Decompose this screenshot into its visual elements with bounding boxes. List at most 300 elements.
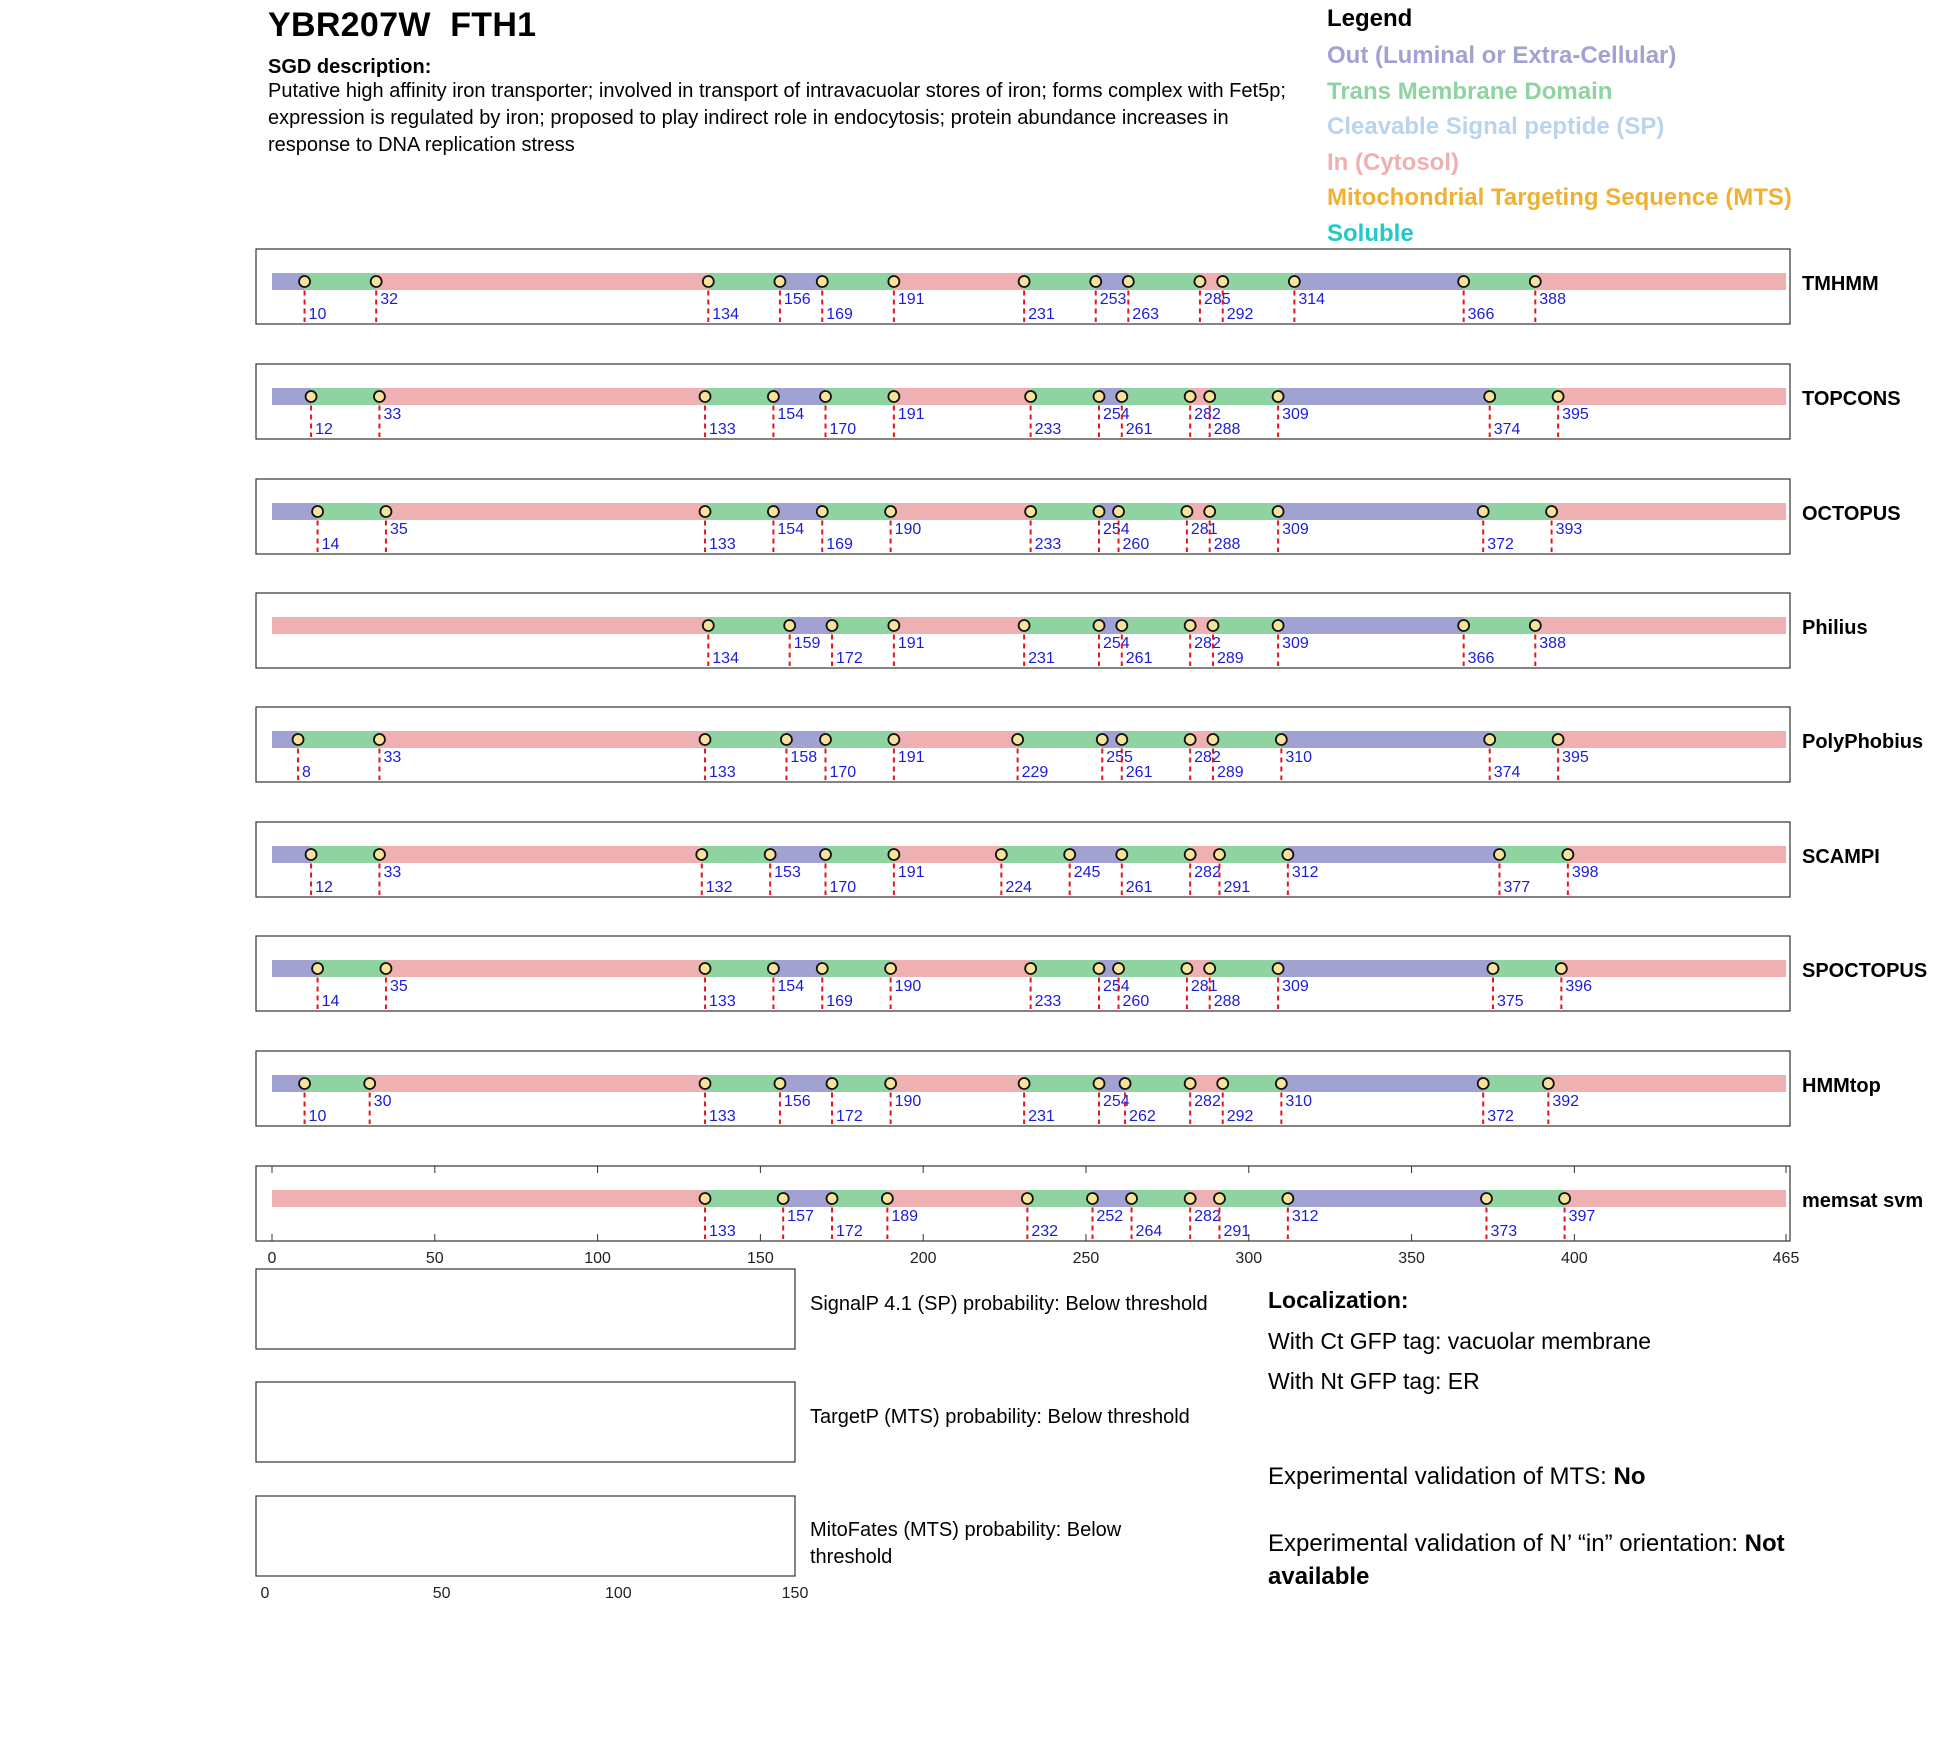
boundary-marker (1116, 620, 1127, 631)
mts-validation-value: No (1613, 1463, 1646, 1490)
boundary-marker (781, 734, 792, 745)
boundary-marker (1025, 963, 1036, 974)
topology-segment-in (894, 731, 1018, 748)
boundary-label: 231 (1028, 1108, 1055, 1125)
boundary-marker (820, 391, 831, 402)
boundary-label: 288 (1213, 993, 1241, 1010)
boundary-label: 309 (1282, 406, 1309, 423)
boundary-label: 375 (1496, 993, 1524, 1010)
boundary-marker (1276, 1078, 1287, 1089)
topology-segment-in (894, 617, 1024, 634)
boundary-label: 172 (836, 1108, 863, 1125)
topology-segment-in (1535, 617, 1786, 634)
boundary-label: 263 (1132, 306, 1160, 323)
topology-segment-out (773, 388, 825, 405)
boundary-marker (1273, 391, 1284, 402)
boundary-label: 172 (836, 650, 863, 667)
boundary-label: 312 (1291, 1208, 1319, 1225)
boundary-label: 292 (1226, 306, 1254, 323)
boundary-label: 191 (897, 406, 925, 423)
boundary-marker (306, 849, 317, 860)
boundary-label: 310 (1285, 749, 1313, 766)
topology-segment-tm (832, 1075, 891, 1092)
boundary-label: 282 (1194, 1093, 1221, 1110)
boundary-label: 291 (1223, 879, 1251, 896)
boundary-label: 10 (308, 1108, 327, 1125)
page-title: YBR207W FTH1 (268, 6, 537, 44)
topology-segment-in (1552, 503, 1786, 520)
probability-panel (256, 1269, 795, 1349)
topology-segment-in (891, 960, 1031, 977)
boundary-marker (1094, 1078, 1105, 1089)
topology-segment-tm (705, 1190, 783, 1207)
boundary-marker (768, 506, 779, 517)
boundary-label: 133 (709, 1223, 736, 1240)
localization-heading: Localization: (1268, 1287, 1409, 1313)
boundary-label: 282 (1194, 1208, 1221, 1225)
topology-segment-tm (318, 960, 386, 977)
topology-segment-tm (705, 731, 786, 748)
boundary-marker (306, 391, 317, 402)
boundary-marker (1553, 734, 1564, 745)
boundary-marker (1022, 1193, 1033, 1204)
boundary-marker (827, 1078, 838, 1089)
boundary-label: 159 (793, 635, 821, 652)
boundary-label: 388 (1539, 291, 1566, 308)
topology-segment-out (1294, 273, 1463, 290)
boundary-label: 14 (321, 536, 340, 553)
boundary-marker (1025, 391, 1036, 402)
boundary-marker (703, 620, 714, 631)
boundary-label: 229 (1021, 764, 1049, 781)
boundary-marker (768, 963, 779, 974)
boundary-marker (778, 1193, 789, 1204)
x-tick-label: 300 (1235, 1250, 1263, 1267)
boundary-label: 231 (1028, 650, 1055, 667)
boundary-label: 190 (894, 1093, 922, 1110)
boundary-marker (888, 276, 899, 287)
boundary-label: 30 (373, 1093, 392, 1110)
boundary-marker (1458, 276, 1469, 287)
boundary-marker (1094, 391, 1105, 402)
boundary-label: 291 (1223, 1223, 1251, 1240)
topology-segment-out (773, 960, 822, 977)
boundary-label: 373 (1490, 1223, 1518, 1240)
boundary-label: 366 (1467, 650, 1495, 667)
orientation-validation-value: Not available (1268, 1530, 1785, 1590)
boundary-marker (380, 963, 391, 974)
predictor-name: memsat svm (1802, 1190, 1924, 1212)
topology-segment-in (894, 388, 1031, 405)
boundary-label: 282 (1194, 864, 1221, 881)
boundary-marker (768, 391, 779, 402)
topology-segment-tm (1122, 617, 1190, 634)
boundary-marker (765, 849, 776, 860)
topology-segment-tm (1210, 960, 1278, 977)
topology-segment-out (1278, 388, 1490, 405)
boundary-label: 191 (897, 864, 925, 881)
boundary-marker (827, 620, 838, 631)
topology-segment-tm (1486, 1190, 1564, 1207)
boundary-label: 372 (1487, 1108, 1514, 1125)
boundary-label: 285 (1203, 291, 1231, 308)
predictor-name: HMMtop (1802, 1075, 1881, 1097)
topology-segment-tm (1122, 731, 1190, 748)
topology-segment-tm (1464, 273, 1536, 290)
topology-segment-out (1278, 617, 1464, 634)
boundary-marker (700, 734, 711, 745)
boundary-marker (1217, 1078, 1228, 1089)
boundary-label: 282 (1194, 406, 1221, 423)
topology-segment-tm (826, 846, 894, 863)
boundary-marker (1185, 620, 1196, 631)
probability-tick-label: 100 (604, 1585, 632, 1602)
boundary-label: 289 (1216, 650, 1244, 667)
topology-segment-tm (1493, 960, 1561, 977)
boundary-marker (1116, 391, 1127, 402)
boundary-marker (1273, 963, 1284, 974)
topology-segment-tm (305, 273, 377, 290)
boundary-marker (1478, 506, 1489, 517)
x-tick-label: 50 (425, 1250, 444, 1267)
boundary-marker (888, 849, 899, 860)
boundary-label: 224 (1005, 879, 1033, 896)
boundary-marker (1113, 506, 1124, 517)
boundary-marker (1090, 276, 1101, 287)
boundary-label: 292 (1226, 1108, 1254, 1125)
boundary-label: 254 (1103, 1093, 1130, 1110)
boundary-marker (1562, 849, 1573, 860)
x-tick-label: 250 (1072, 1250, 1100, 1267)
topology-segment-out (780, 1075, 832, 1092)
localization-ct: With Ct GFP tag: vacuolar membrane (1268, 1328, 1652, 1354)
topology-segment-in (1561, 960, 1786, 977)
x-tick-label: 150 (747, 1250, 774, 1267)
boundary-marker (1185, 734, 1196, 745)
boundary-marker (885, 506, 896, 517)
topology-segment-in (379, 731, 705, 748)
boundary-label: 133 (709, 993, 736, 1010)
boundary-marker (1185, 391, 1196, 402)
boundary-label: 191 (897, 749, 925, 766)
topology-segment-in (272, 617, 708, 634)
topology-segment-in (1568, 846, 1786, 863)
topology-segment-in (1535, 273, 1786, 290)
boundary-marker (1282, 1193, 1293, 1204)
boundary-label: 154 (777, 521, 805, 538)
boundary-label: 312 (1291, 864, 1319, 881)
boundary-marker (1289, 276, 1300, 287)
boundary-marker (1214, 1193, 1225, 1204)
boundary-label: 397 (1568, 1208, 1596, 1225)
boundary-label: 366 (1467, 306, 1495, 323)
topology-segment-tm (1027, 1190, 1092, 1207)
predictor-name: PolyPhobius (1802, 731, 1924, 753)
boundary-label: 232 (1031, 1223, 1059, 1240)
boundary-marker (1494, 849, 1505, 860)
boundary-label: 35 (389, 978, 408, 995)
boundary-marker (1214, 849, 1225, 860)
topology-segment-tm (1210, 503, 1278, 520)
boundary-label: 264 (1135, 1223, 1163, 1240)
topology-segment-tm (1119, 503, 1187, 520)
topology-segment-in (1558, 731, 1786, 748)
x-tick-label: 200 (909, 1250, 937, 1267)
boundary-marker (1530, 620, 1541, 631)
topology-segment-tm (708, 273, 780, 290)
boundary-label: 253 (1099, 291, 1127, 308)
topology-segment-out (773, 503, 822, 520)
boundary-label: 169 (826, 306, 853, 323)
legend-item-soluble: Soluble (1327, 219, 1414, 247)
boundary-label: 154 (777, 978, 805, 995)
boundary-marker (820, 734, 831, 745)
boundary-marker (1019, 620, 1030, 631)
localization-nt: With Nt GFP tag: ER (1268, 1368, 1480, 1394)
topology-segment-tm (832, 1190, 887, 1207)
topology-segment-tm (1213, 731, 1281, 748)
boundary-label: 158 (790, 749, 818, 766)
boundary-marker (1204, 506, 1215, 517)
boundary-marker (1559, 1193, 1570, 1204)
signalp-label: SignalP 4.1 (SP) probability: Below threshold (810, 1293, 1208, 1315)
boundary-marker (1530, 276, 1541, 287)
boundary-label: 289 (1216, 764, 1244, 781)
topology-segment-tm (1031, 960, 1099, 977)
boundary-label: 261 (1125, 421, 1153, 438)
boundary-marker (1097, 734, 1108, 745)
boundary-marker (1126, 1193, 1137, 1204)
boundary-label: 392 (1552, 1093, 1580, 1110)
boundary-marker (696, 849, 707, 860)
topology-segment-tm (1219, 846, 1287, 863)
boundary-marker (1181, 506, 1192, 517)
mts-validation-label: Experimental validation of MTS: (1268, 1463, 1614, 1490)
boundary-marker (784, 620, 795, 631)
boundary-marker (1553, 391, 1564, 402)
boundary-label: 255 (1106, 749, 1133, 766)
topology-segment-tm (1128, 273, 1200, 290)
topology-segment-out (1070, 846, 1122, 863)
sgd-heading: SGD description: (268, 56, 432, 78)
boundary-label: 281 (1190, 978, 1218, 995)
boundary-label: 12 (315, 421, 333, 438)
boundary-label: 133 (709, 764, 736, 781)
boundary-label: 132 (705, 879, 733, 896)
boundary-label: 154 (777, 406, 805, 423)
boundary-label: 262 (1129, 1108, 1156, 1125)
topology-segment-out (1281, 731, 1489, 748)
boundary-marker (1012, 734, 1023, 745)
boundary-marker (1116, 734, 1127, 745)
boundary-label: 190 (894, 521, 922, 538)
boundary-label: 169 (826, 993, 853, 1010)
boundary-label: 309 (1282, 521, 1309, 538)
topology-segment-tm (1490, 388, 1558, 405)
boundary-marker (1282, 849, 1293, 860)
topology-segment-tm (1031, 388, 1099, 405)
topology-segment-out (1288, 846, 1500, 863)
topology-segment-tm (1213, 617, 1278, 634)
boundary-label: 170 (829, 764, 857, 781)
boundary-marker (1273, 620, 1284, 631)
legend-item-mts: Mitochondrial Targeting Sequence (MTS) (1327, 184, 1792, 211)
topology-segment-tm (1024, 1075, 1099, 1092)
boundary-marker (1181, 963, 1192, 974)
boundary-marker (817, 506, 828, 517)
boundary-label: 260 (1122, 536, 1150, 553)
boundary-marker (1120, 1078, 1131, 1089)
topology-segment-tm (708, 617, 789, 634)
boundary-marker (374, 734, 385, 745)
topology-segment-tm (1499, 846, 1567, 863)
boundary-marker (1113, 963, 1124, 974)
boundary-marker (888, 391, 899, 402)
predictor-name: TOPCONS (1802, 388, 1901, 410)
boundary-marker (1276, 734, 1287, 745)
boundary-marker (885, 963, 896, 974)
boundary-marker (1204, 963, 1215, 974)
boundary-marker (371, 276, 382, 287)
boundary-marker (996, 849, 1007, 860)
predictor-name: Philius (1802, 617, 1868, 639)
boundary-marker (374, 391, 385, 402)
boundary-label: 191 (897, 291, 925, 308)
boundary-label: 282 (1194, 635, 1221, 652)
boundary-label: 172 (836, 1223, 863, 1240)
boundary-label: 33 (383, 749, 402, 766)
topology-segment-in (891, 1075, 1024, 1092)
topology-segment-tm (311, 388, 379, 405)
topology-segment-tm (1483, 503, 1551, 520)
boundary-marker (1207, 734, 1218, 745)
boundary-label: 309 (1282, 635, 1309, 652)
boundary-marker (1064, 849, 1075, 860)
topology-segment-in (894, 846, 1001, 863)
probability-panel (256, 1496, 795, 1576)
boundary-label: 396 (1565, 978, 1593, 995)
x-tick-label: 350 (1398, 1250, 1425, 1267)
boundary-marker (299, 1078, 310, 1089)
boundary-marker (888, 620, 899, 631)
boundary-label: 377 (1503, 879, 1531, 896)
topology-segment-tm (705, 388, 773, 405)
boundary-label: 288 (1213, 421, 1241, 438)
boundary-marker (374, 849, 385, 860)
orientation-validation-label: Experimental validation of N’ “in” orientation: (1268, 1530, 1745, 1557)
topology-segment-out (1281, 1075, 1483, 1092)
boundary-marker (1487, 963, 1498, 974)
topology-segment-in (887, 1190, 1027, 1207)
mitofates-label: MitoFates (MTS) probability: Below threshold (810, 1519, 1122, 1568)
topology-segment-tm (826, 388, 894, 405)
topology-segment-in (891, 503, 1031, 520)
topology-segment-tm (1031, 503, 1099, 520)
topology-segment-out (272, 503, 318, 520)
boundary-marker (700, 963, 711, 974)
boundary-label: 133 (709, 1108, 736, 1125)
topology-segment-tm (705, 503, 773, 520)
topology-segment-in (376, 273, 708, 290)
boundary-label: 261 (1125, 650, 1153, 667)
topology-segment-out (272, 960, 318, 977)
boundary-label: 35 (389, 521, 408, 538)
mts-validation (1268, 1460, 1888, 1493)
topology-segment-tm (1122, 388, 1190, 405)
topology-segment-tm (1223, 1075, 1282, 1092)
boundary-label: 395 (1562, 406, 1589, 423)
topology-segment-in (894, 273, 1024, 290)
boundary-marker (1116, 849, 1127, 860)
topology-segment-tm (1223, 273, 1295, 290)
boundary-marker (293, 734, 304, 745)
topology-segment-tm (1483, 1075, 1548, 1092)
sgd-description: Putative high affinity iron transporter; involved in transport of intravacuolar stores of iron; forms complex with Fet5p; expression is regulated by iron; proposed to play indirect role in endocytosis; protein abundance increases in response to DNA replication stress (268, 80, 1286, 156)
boundary-marker (1217, 276, 1228, 287)
boundary-marker (817, 276, 828, 287)
boundary-label: 10 (308, 306, 327, 323)
topology-segment-tm (705, 960, 773, 977)
topology-segment-tm (318, 503, 386, 520)
topology-segment-tm (1018, 731, 1103, 748)
x-tick-label: 465 (1772, 1250, 1800, 1267)
boundary-label: 372 (1487, 536, 1514, 553)
predictor-name: SPOCTOPUS (1802, 960, 1928, 982)
topology-segment-tm (305, 1075, 370, 1092)
x-tick-label: 0 (267, 1250, 277, 1267)
boundary-marker (1556, 963, 1567, 974)
boundary-label: 134 (712, 650, 739, 667)
boundary-marker (1094, 963, 1105, 974)
boundary-label: 288 (1213, 536, 1241, 553)
topology-segment-tm (1001, 846, 1069, 863)
boundary-marker (1481, 1193, 1492, 1204)
boundary-label: 233 (1034, 421, 1062, 438)
boundary-label: 134 (712, 306, 739, 323)
topology-segment-tm (298, 731, 379, 748)
topology-segment-tm (1024, 273, 1096, 290)
topology-segment-out (783, 1190, 832, 1207)
boundary-label: 254 (1103, 978, 1130, 995)
topology-segment-tm (826, 731, 894, 748)
boundary-label: 261 (1125, 764, 1153, 781)
boundary-label: 156 (783, 291, 811, 308)
boundary-marker (380, 506, 391, 517)
topology-segment-tm (1132, 1190, 1191, 1207)
boundary-marker (1019, 1078, 1030, 1089)
boundary-marker (1185, 1078, 1196, 1089)
topology-segment-in (1558, 388, 1786, 405)
boundary-label: 388 (1539, 635, 1566, 652)
boundary-label: 12 (315, 879, 333, 896)
topology-segment-tm (822, 273, 894, 290)
boundary-label: 133 (709, 421, 736, 438)
boundary-marker (1019, 276, 1030, 287)
legend-item-in: In (Cytosol) (1327, 148, 1459, 176)
boundary-marker (888, 734, 899, 745)
boundary-label: 309 (1282, 978, 1309, 995)
boundary-label: 191 (897, 635, 925, 652)
boundary-marker (1478, 1078, 1489, 1089)
boundary-marker (703, 276, 714, 287)
boundary-label: 32 (380, 291, 398, 308)
topology-segment-out (770, 846, 825, 863)
boundary-marker (774, 276, 785, 287)
boundary-marker (1094, 620, 1105, 631)
boundary-label: 314 (1298, 291, 1326, 308)
topology-segment-out (1278, 503, 1483, 520)
boundary-marker (1087, 1193, 1098, 1204)
